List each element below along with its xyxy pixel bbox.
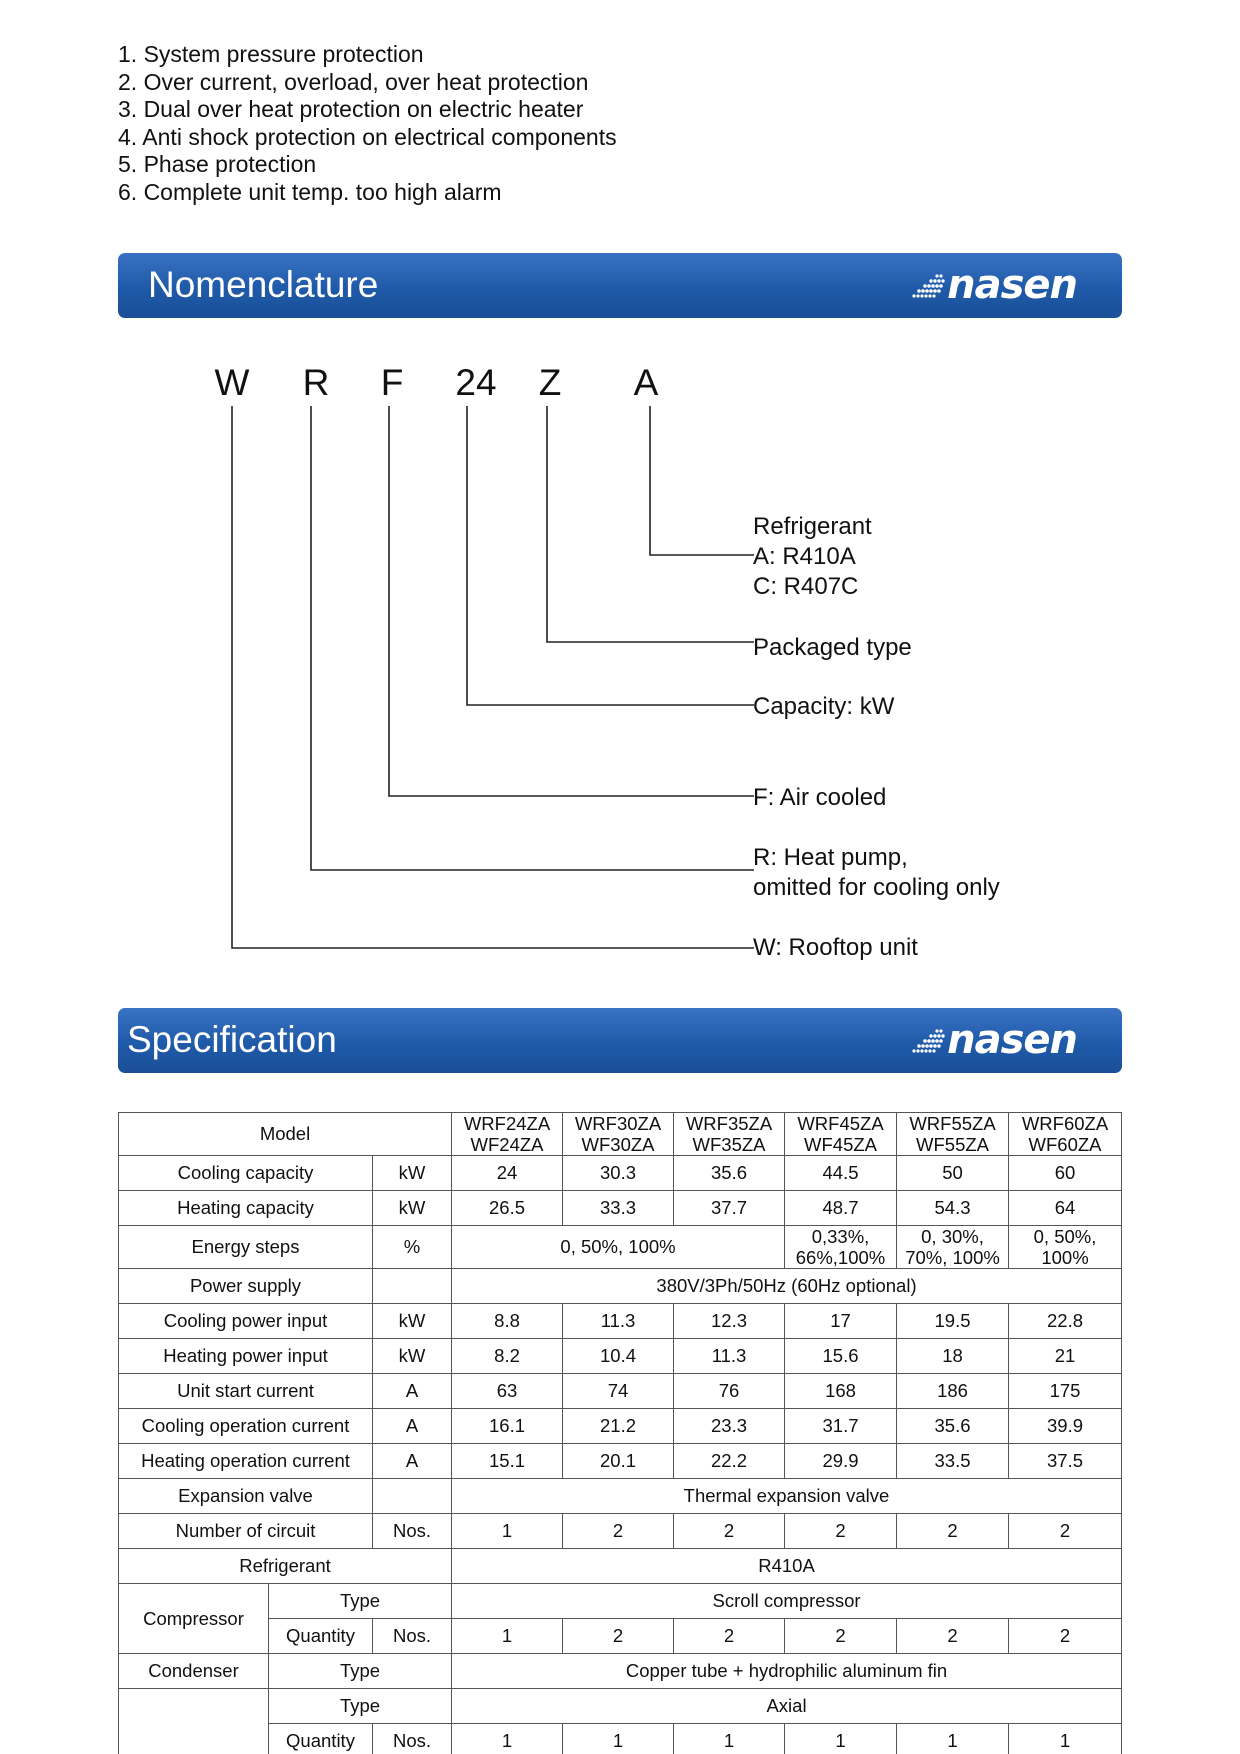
specification-table bbox=[118, 1112, 1122, 1754]
table-row bbox=[119, 1514, 1122, 1549]
model-header: WRF24ZA WF24ZA bbox=[452, 1113, 563, 1156]
desc-heat-pump-note: omitted for cooling only bbox=[753, 874, 1000, 901]
table-cell: 24 bbox=[452, 1156, 563, 1191]
row-unit: Nos. bbox=[373, 1619, 452, 1654]
table-cell: 64 bbox=[1009, 1191, 1122, 1226]
table-cell: 2 bbox=[563, 1619, 674, 1654]
row-label: Compressor bbox=[119, 1584, 269, 1654]
table-row bbox=[119, 1226, 1122, 1269]
row-label bbox=[119, 1689, 269, 1754]
table-cell: 0,33%, 66%,100% bbox=[785, 1226, 897, 1269]
table-row bbox=[119, 1584, 1122, 1619]
table-cell: 186 bbox=[897, 1374, 1009, 1409]
table-cell: 15.1 bbox=[452, 1444, 563, 1479]
table-cell: 1 bbox=[452, 1724, 563, 1754]
row-label: Heating power input bbox=[119, 1339, 373, 1374]
table-cell: 76 bbox=[674, 1374, 785, 1409]
table-cell: 29.9 bbox=[785, 1444, 897, 1479]
table-cell: 1 bbox=[1009, 1724, 1122, 1754]
desc-refrigerant-title: Refrigerant bbox=[753, 513, 872, 540]
table-row bbox=[119, 1724, 1122, 1754]
table-cell: 39.9 bbox=[1009, 1409, 1122, 1444]
connector-line bbox=[232, 406, 754, 948]
table-cell: R410A bbox=[452, 1549, 1122, 1584]
row-unit: % bbox=[373, 1226, 452, 1269]
table-cell: Copper tube + hydrophilic aluminum fin bbox=[452, 1654, 1122, 1689]
model-header: WRF35ZA WF35ZA bbox=[674, 1113, 785, 1156]
table-cell: 63 bbox=[452, 1374, 563, 1409]
code-letter: 24 bbox=[455, 362, 497, 403]
table-cell: 2 bbox=[785, 1619, 897, 1654]
table-cell: Thermal expansion valve bbox=[452, 1479, 1122, 1514]
table-cell: 1 bbox=[897, 1724, 1009, 1754]
table-cell: 2 bbox=[897, 1619, 1009, 1654]
brand-logo bbox=[911, 1018, 1077, 1062]
code-letter: F bbox=[380, 362, 404, 403]
table-cell: 2 bbox=[674, 1619, 785, 1654]
table-cell: 50 bbox=[897, 1156, 1009, 1191]
table-cell: 18 bbox=[897, 1339, 1009, 1374]
table-cell: 22.8 bbox=[1009, 1304, 1122, 1339]
row-unit: A bbox=[373, 1444, 452, 1479]
model-header: WRF60ZA WF60ZA bbox=[1009, 1113, 1122, 1156]
section-title: Specification bbox=[127, 1019, 337, 1060]
row-label: Cooling power input bbox=[119, 1304, 373, 1339]
table-row bbox=[119, 1269, 1122, 1304]
table-cell: 33.3 bbox=[563, 1191, 674, 1226]
row-sublabel: Quantity bbox=[269, 1619, 373, 1654]
table-cell: 175 bbox=[1009, 1374, 1122, 1409]
model-header: WRF30ZA WF30ZA bbox=[563, 1113, 674, 1156]
table-cell: 1 bbox=[452, 1619, 563, 1654]
table-cell: 1 bbox=[674, 1724, 785, 1754]
table-cell: 31.7 bbox=[785, 1409, 897, 1444]
row-sublabel: Quantity bbox=[269, 1724, 373, 1754]
connector-line bbox=[547, 406, 754, 642]
table-cell: 1 bbox=[452, 1514, 563, 1549]
table-cell: 21 bbox=[1009, 1339, 1122, 1374]
row-label: Cooling capacity bbox=[119, 1156, 373, 1191]
brand-name: nasen bbox=[947, 262, 1077, 308]
row-unit: kW bbox=[373, 1339, 452, 1374]
row-unit bbox=[373, 1269, 452, 1304]
row-label: Heating operation current bbox=[119, 1444, 373, 1479]
table-cell: 15.6 bbox=[785, 1339, 897, 1374]
table-cell: 35.6 bbox=[674, 1156, 785, 1191]
desc-rooftop: W: Rooftop unit bbox=[753, 934, 918, 961]
table-row bbox=[119, 1619, 1122, 1654]
connector-line bbox=[467, 406, 754, 705]
connector-line bbox=[650, 406, 754, 555]
table-cell: 10.4 bbox=[563, 1339, 674, 1374]
table-cell: 54.3 bbox=[897, 1191, 1009, 1226]
table-cell: 22.2 bbox=[674, 1444, 785, 1479]
specification-banner bbox=[118, 1008, 1122, 1073]
table-cell: 35.6 bbox=[897, 1409, 1009, 1444]
table-cell: 2 bbox=[897, 1514, 1009, 1549]
table-cell: 33.5 bbox=[897, 1444, 1009, 1479]
code-letter: Z bbox=[538, 362, 562, 403]
table-cell: 23.3 bbox=[674, 1409, 785, 1444]
table-cell: 44.5 bbox=[785, 1156, 897, 1191]
row-sublabel: Type bbox=[269, 1584, 452, 1619]
connector-line bbox=[389, 406, 754, 796]
table-cell: 2 bbox=[785, 1514, 897, 1549]
model-label: Model bbox=[119, 1113, 452, 1156]
table-cell: 8.2 bbox=[452, 1339, 563, 1374]
list-item: 4. Anti shock protection on electrical components bbox=[118, 123, 617, 150]
list-item: 1. System pressure protection bbox=[118, 41, 424, 67]
row-unit: Nos. bbox=[373, 1514, 452, 1549]
list-item: 3. Dual over heat protection on electric heater bbox=[118, 96, 584, 123]
specification-table-container bbox=[118, 1112, 1122, 1754]
table-row bbox=[119, 1409, 1122, 1444]
table-cell: 37.5 bbox=[1009, 1444, 1122, 1479]
table-cell: 2 bbox=[1009, 1514, 1122, 1549]
nomenclature-banner bbox=[118, 253, 1122, 318]
table-cell: 2 bbox=[674, 1514, 785, 1549]
table-cell: 37.7 bbox=[674, 1191, 785, 1226]
row-sublabel: Type bbox=[269, 1689, 452, 1724]
table-row bbox=[119, 1374, 1122, 1409]
table-cell: 380V/3Ph/50Hz (60Hz optional) bbox=[452, 1269, 1122, 1304]
table-cell: Axial bbox=[452, 1689, 1122, 1724]
table-row bbox=[119, 1304, 1122, 1339]
model-header: WRF45ZA WF45ZA bbox=[785, 1113, 897, 1156]
table-row bbox=[119, 1339, 1122, 1374]
table-cell: 74 bbox=[563, 1374, 674, 1409]
desc-packaged-type: Packaged type bbox=[753, 634, 912, 661]
table-row bbox=[119, 1191, 1122, 1226]
table-cell: 20.1 bbox=[563, 1444, 674, 1479]
table-cell: 17 bbox=[785, 1304, 897, 1339]
table-row bbox=[119, 1444, 1122, 1479]
table-cell: 2 bbox=[563, 1514, 674, 1549]
table-row bbox=[119, 1113, 1122, 1156]
row-unit: A bbox=[373, 1374, 452, 1409]
row-label: Cooling operation current bbox=[119, 1409, 373, 1444]
table-cell: 11.3 bbox=[563, 1304, 674, 1339]
table-row bbox=[119, 1156, 1122, 1191]
desc-capacity: Capacity: kW bbox=[753, 693, 895, 720]
desc-air-cooled: F: Air cooled bbox=[753, 784, 887, 811]
row-unit: kW bbox=[373, 1156, 452, 1191]
list-item: 6. Complete unit temp. too high alarm bbox=[118, 178, 502, 205]
desc-heat-pump: R: Heat pump, bbox=[753, 844, 908, 871]
table-cell: 21.2 bbox=[563, 1409, 674, 1444]
table-cell: 11.3 bbox=[674, 1339, 785, 1374]
code-letter: W bbox=[214, 362, 250, 403]
table-cell: 48.7 bbox=[785, 1191, 897, 1226]
row-unit: kW bbox=[373, 1304, 452, 1339]
table-cell: 0, 30%, 70%, 100% bbox=[897, 1226, 1009, 1269]
logo-mark-icon bbox=[911, 1027, 945, 1053]
row-unit bbox=[373, 1479, 452, 1514]
table-cell: 19.5 bbox=[897, 1304, 1009, 1339]
row-label: Power supply bbox=[119, 1269, 373, 1304]
connector-line bbox=[311, 406, 754, 870]
table-cell: 0, 50%, 100% bbox=[452, 1226, 785, 1269]
row-unit: kW bbox=[373, 1191, 452, 1226]
table-cell: 16.1 bbox=[452, 1409, 563, 1444]
code-letter: A bbox=[633, 362, 659, 403]
logo-mark-icon bbox=[911, 272, 945, 298]
desc-refrigerant-a: A: R410A bbox=[753, 543, 856, 570]
brand-logo bbox=[911, 263, 1077, 307]
row-label: Refrigerant bbox=[119, 1549, 452, 1584]
row-unit: Nos. bbox=[373, 1724, 452, 1754]
table-cell: 1 bbox=[785, 1724, 897, 1754]
row-label: Expansion valve bbox=[119, 1479, 373, 1514]
list-item: 2. Over current, overload, over heat protection bbox=[118, 68, 589, 95]
desc-refrigerant-c: C: R407C bbox=[753, 573, 859, 600]
table-row bbox=[119, 1549, 1122, 1584]
row-label: Number of circuit bbox=[119, 1514, 373, 1549]
table-row bbox=[119, 1689, 1122, 1724]
row-label: Unit start current bbox=[119, 1374, 373, 1409]
row-label: Energy steps bbox=[119, 1226, 373, 1269]
table-row bbox=[119, 1654, 1122, 1689]
brand-name: nasen bbox=[947, 1017, 1077, 1063]
protection-list bbox=[118, 41, 617, 207]
table-cell: 1 bbox=[563, 1724, 674, 1754]
table-cell: 8.8 bbox=[452, 1304, 563, 1339]
section-title: Nomenclature bbox=[148, 264, 379, 305]
list-item: 5. Phase protection bbox=[118, 151, 317, 178]
table-cell: 12.3 bbox=[674, 1304, 785, 1339]
model-header: WRF55ZA WF55ZA bbox=[897, 1113, 1009, 1156]
table-cell: 26.5 bbox=[452, 1191, 563, 1226]
row-label: Heating capacity bbox=[119, 1191, 373, 1226]
table-cell: 2 bbox=[1009, 1619, 1122, 1654]
row-unit: A bbox=[373, 1409, 452, 1444]
code-letter: R bbox=[302, 362, 330, 403]
row-sublabel: Type bbox=[269, 1654, 452, 1689]
table-row bbox=[119, 1479, 1122, 1514]
table-cell: 30.3 bbox=[563, 1156, 674, 1191]
table-cell: 0, 50%, 100% bbox=[1009, 1226, 1122, 1269]
table-cell: 60 bbox=[1009, 1156, 1122, 1191]
row-label: Condenser bbox=[119, 1654, 269, 1689]
table-cell: Scroll compressor bbox=[452, 1584, 1122, 1619]
table-cell: 168 bbox=[785, 1374, 897, 1409]
